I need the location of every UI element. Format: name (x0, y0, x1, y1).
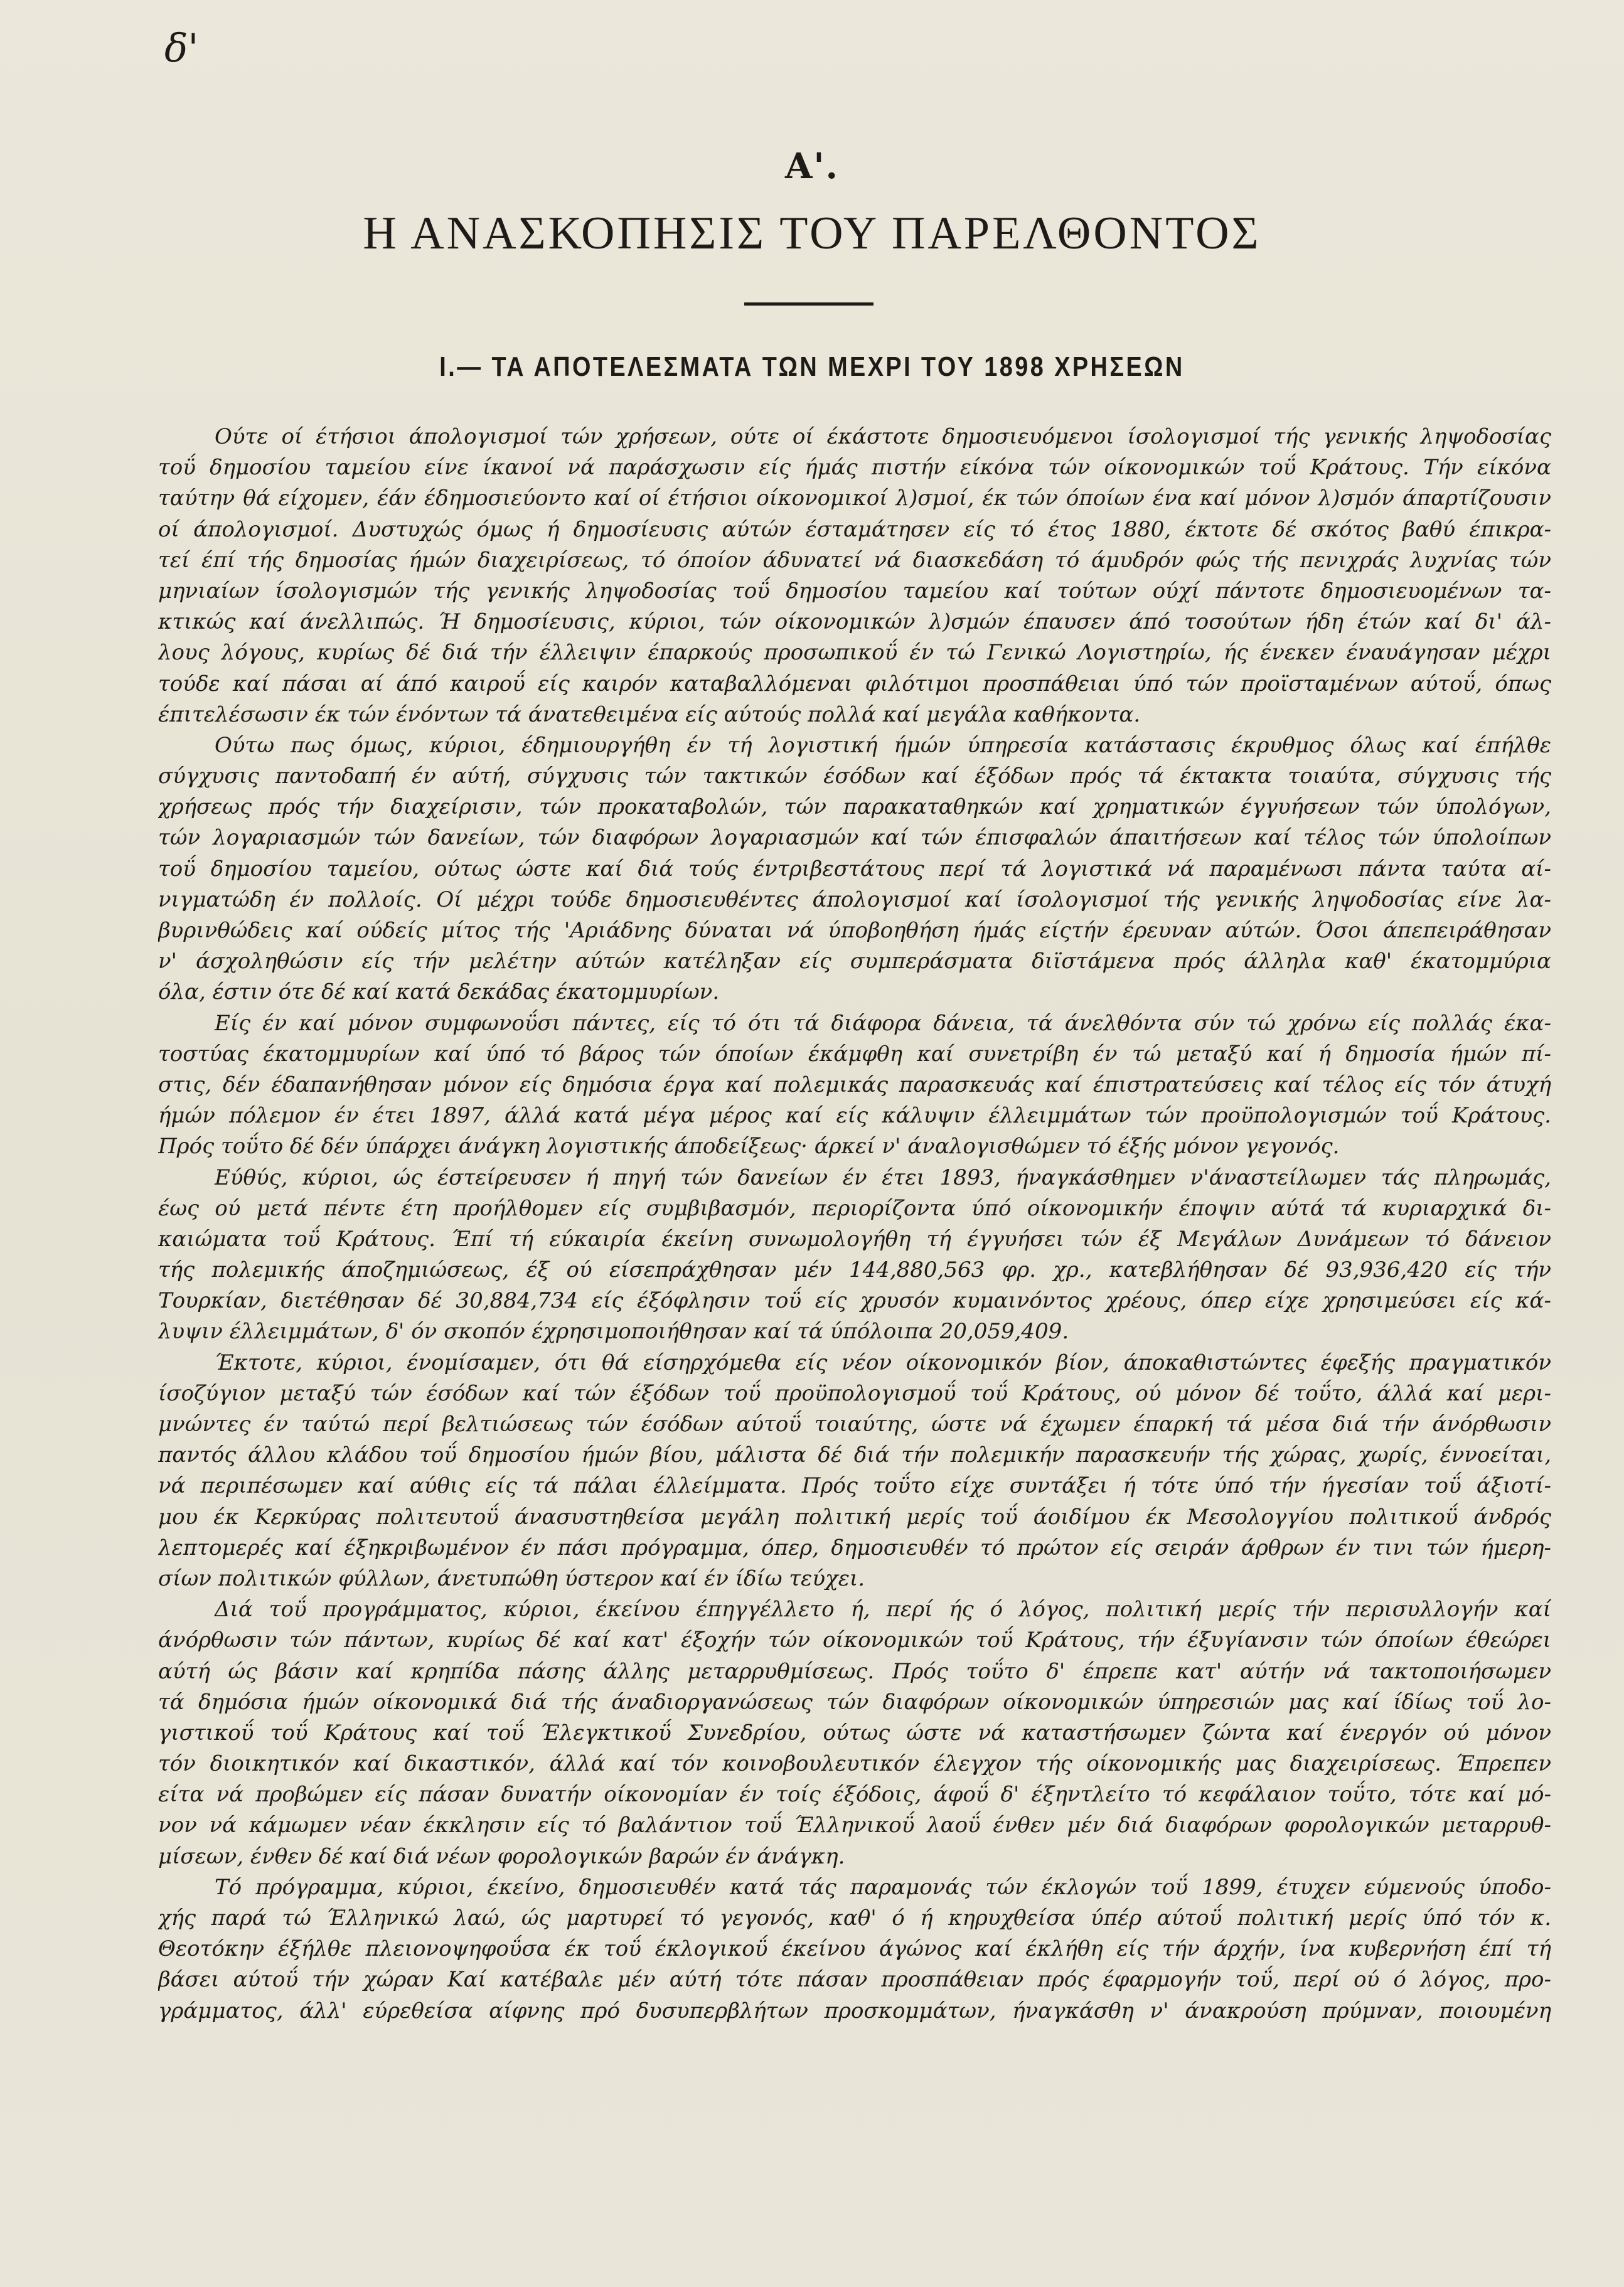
text-line: Θεοτόκην έξήλθε πλειονοψηφοΰσα έκ τοΰ έκλογικοΰ έκείνου άγώνος καί έκλήθη είς τήν άρχήν, ίνα κυβερνήση έπί τή (158, 1936, 1551, 1962)
text-line: μίσεων, ένθεν δέ καί διά νέων φορολογικών βαρών έν άνάγκη. (158, 1843, 845, 1869)
text-line: γράμματος, άλλ' εύρεθείσα αίφνης πρό δυσυπερβλήτων προσκομμάτων, ήναγκάσθη ν' άνακρούση πρύμναν, ποιουμένη (158, 1998, 1551, 2023)
text-line: χής παρά τώ Έλληνικώ λαώ, ώς μαρτυρεί τό γεγονός, καθ' ό ή κηρυχθείσα ύπέρ αύτοΰ πολιτική μερίς ύπό τόν κ. (158, 1906, 1551, 1931)
text-line: Είς έν καί μόνον συμφωνοΰσι πάντες, είς τό ότι τά διάφορα δάνεια, τά άνελθόντα σύν τώ χρόνω είς πολλάς έκα- (215, 1010, 1551, 1036)
text-line: παντός άλλου κλάδου τοΰ δημοσίου ήμών βίου, μάλιστα δέ διά τήν πολεμικήν παρασκευήν τής χώρας, χωρίς, έννοείται, (158, 1442, 1551, 1468)
text-line: βάσει αύτοΰ τήν χώραν Καί κατέβαλε μέν αύτή τότε πάσαν προσπάθειαν πρός έφαρμογήν τοΰ, περί ού ό λόγος, προ- (158, 1967, 1551, 1993)
text-line: μηνιαίων ίσολογισμών τής γενικής ληψοδοσίας τοΰ δημοσίου ταμείου καί τούτων ούχί πάντοτε δημοσιευομένων τα- (158, 578, 1551, 604)
text-line: ταύτην θά είχομεν, έάν έδημοσιεύοντο καί οί έτήσιοι οίκονομικοί λ)σμοί, έκ τών όποίων ένα καί μόνον λ)σμόν άπαρτίζουσιν (158, 486, 1551, 511)
text-line: καιώματα τοΰ Κράτους. Έπί τή εύκαιρία έκείνη συνωμολογήθη τή έγγυήσει τών έξ Μεγάλων Δυνάμεων τό δάνειον (158, 1226, 1551, 1252)
title-divider (744, 302, 873, 306)
text-line: σύγχυσις παντοδαπή έν αύτή, σύγχυσις τών τακτικών έσόδων καί έξόδων πρός τά έκτακτα τοιαύτα, σύγχυσις τής (158, 764, 1551, 789)
text-line: Ούτω πως όμως, κύριοι, έδημιουργήθη έν τή λογιστική ήμών ύπηρεσία κατάστασις έκρυθμος όλως καί έπήλθε (215, 732, 1551, 758)
text-line: τόν διοικητικόν καί δικαστικόν, άλλά καί τόν κοινοβουλευτικόν έλεγχον τής οίκονομικής μας διαχειρίσεως. Έπρεπεν (158, 1751, 1551, 1777)
text-line: τών λογαριασμών τών δανείων, τών διαφόρων λογαριασμών καί τών έπισφαλών άπαιτήσεων καί τέλος τών ύπολοίπων (158, 825, 1551, 851)
text-line: λυψιν έλλειμμάτων, δ' όν σκοπόν έχρησιμοποιήθησαν καί τά ύπόλοιπα 20,059,409. (158, 1319, 1069, 1345)
text-line: τοΰ δημοσίου ταμείου είνε ίκανοί νά παράσχωσιν είς ήμάς πιστήν είκόνα τών οίκονομικών τοΰ Κράτους. Τήν είκόνα (158, 455, 1551, 481)
text-line: χρήσεως πρός τήν διαχείρισιν, τών προκαταβολών, τών παρακαταθηκών καί χρηματικών έγγυήσεων τών ύπολόγων, (158, 794, 1551, 820)
text-line: έπιτελέσωσιν έκ τών ένόντων τά άνατεθειμένα είς αύτούς πολλά καί μεγάλα καθήκοντα. (158, 701, 1141, 727)
body-text (158, 422, 1551, 2027)
text-line: Πρός τοΰτο δέ δέν ύπάρχει άνάγκη λογιστικής άποδείξεως· άρκεί ν' άναλογισθώμεν τό έξής μόνον γεγονός. (158, 1134, 1340, 1159)
text-line: μνώντες έν ταύτώ περί βελτιώσεως τών έσόδων αύτοΰ τοιαύτης, ώστε νά έχωμεν έπαρκή τά μέσα διά τήν άνόρθωσιν (158, 1412, 1551, 1437)
text-line: τοστύας έκατομμυρίων καί ύπό τό βάρος τών όποίων έκάμφθη καί συνετρίβη έν τώ μεταξύ καί ή δημοσία ήμών πί- (158, 1041, 1551, 1067)
text-line: έως ού μετά πέντε έτη προήλθομεν είς συμβιβασμόν, περιορίζοντα ύπό οίκονομικήν έποψιν αύτά τά κυριαρχικά δι- (158, 1195, 1551, 1221)
text-line: μου έκ Κερκύρας πολιτευτοΰ άνασυστηθείσα μεγάλη πολιτική μερίς τοΰ άοιδίμου έκ Μεσολογγίου πολιτικοΰ άνδρός (158, 1504, 1551, 1530)
text-line: τά δημόσια ήμών οίκονομικά διά τής άναδιοργανώσεως τών διαφόρων οίκονομικών ύπηρεσιών μας καί ίδίως τοΰ λο- (158, 1689, 1551, 1715)
text-line: κτικώς καί άνελλιπώς. Ή δημοσίευσις, κύριοι, τών οίκονομικών λ)σμών έπαυσεν άπό τοσούτων ήδη έτών καί δι' άλ- (158, 609, 1551, 635)
text-line: ήμών πόλεμον έν έτει 1897, άλλά κατά μέγα μέρος καί είς κάλυψιν έλλειμμάτων τών προϋπολογισμών τοΰ Κράτους. (158, 1103, 1551, 1129)
text-line: νον νά κάμωμεν νέαν έκκλησιν είς τό βαλάντιον τοΰ Έλληνικοΰ λαοΰ ένθεν μέν διά διαφόρων φορολογικών μεταρρυθ- (158, 1813, 1551, 1838)
text-line: Τό πρόγραμμα, κύριοι, έκείνο, δημοσιευθέν κατά τάς παραμονάς τών έκλογών τοΰ 1899, έτυχεν εύμενούς ύποδο- (215, 1874, 1551, 1900)
text-line: Ούτε οί έτήσιοι άπολογισμοί τών χρήσεων, ούτε οί έκάστοτε δημοσιευόμενοι ίσολογισμοί τής γενικής ληψοδοσίας (215, 424, 1551, 449)
text-line: τής πολεμικής άποζημιώσεως, έξ ού είσεπράχθησαν μέν 144,880,563 φρ. χρ., κατεβλήθησαν δέ 93,936,420 είς τήν (158, 1257, 1551, 1283)
text-line: νιγματώδη έν πολλοίς. Οί μέχρι τούδε δημοσιευθέντες άπολογισμοί καί ίσολογισμοί τής γενικής ληψοδοσίας είνε λα- (158, 887, 1551, 912)
section-letter: Α'. (784, 146, 840, 187)
text-line: τοΰ δημοσίου ταμείου, ούτως ώστε καί διά τούς έντριβεστάτους περί τά λογιστικά νά παραμένωσι πάντα ταύτα αί- (158, 856, 1551, 882)
text-line: βυρινθώδεις καί ούδείς μίτος τής 'Αριάδνης δύναται νά ύποβοηθήση ήμάς είςτήν έρευναν αύτών. Όσοι άπεπειράθησαν (158, 918, 1551, 943)
text-line: άνόρθωσιν τών πάντων, κυρίως δέ καί κατ' έξοχήν τών οίκονομικών τοΰ Κράτους, τήν έξυγίανσιν τών όποίων έθεώρει (158, 1628, 1551, 1653)
text-line: Έκτοτε, κύριοι, ένομίσαμεν, ότι θά είσηρχόμεθα είς νέον οίκονομικόν βίον, άποκαθιστώντες έφεξής πραγματικόν (215, 1350, 1551, 1375)
text-line: ν' άσχοληθώσιν είς τήν μελέτην αύτών κατέληξαν είς συμπεράσματα διϊστάμενα πρός άλληλα καθ' έκατομμύρια (158, 949, 1551, 974)
page-title: Η ΑΝΑΣΚΟΠΗΣΙΣ ΤΟΥ ΠΑΡΕΛΘΟΝΤΟΣ (363, 208, 1261, 259)
text-line: Εύθύς, κύριοι, ώς έστείρευσεν ή πηγή τών δανείων έν έτει 1893, ήναγκάσθημεν ν'άναστείλωμεν τάς πληρωμάς, (215, 1165, 1551, 1190)
text-line: Διά τοΰ προγράμματος, κύριοι, έκείνου έπηγγέλλετο ή, περί ής ό λόγος, πολιτική μερίς τήν περισυλλογήν καί (215, 1597, 1551, 1623)
text-line: στις, δέν έδαπανήθησαν μόνον είς δημόσια έργα καί πολεμικάς παρασκευάς καί έπιστρατεύσεις καί τέλος είς τόν άτυχή (158, 1072, 1551, 1097)
text-line: αύτή ώς βάσιν καί κρηπίδα πάσης άλλης μεταρρυθμίσεως. Πρός τοΰτο δ' έπρεπε κατ' αύτήν νά τακτοποιήσωμεν (158, 1658, 1551, 1684)
text-line: σίων πολιτικών φύλλων, άνετυπώθη ύστερον καί έν ίδίω τεύχει. (158, 1565, 865, 1591)
text-line: γιστικοΰ τοΰ Κράτους καί τοΰ Έλεγκτικοΰ Συνεδρίου, ούτως ώστε νά καταστήσωμεν ζώντα καί ένεργόν ού μόνον (158, 1720, 1551, 1746)
section-subtitle: I.— ΤΑ ΑΠΟΤΕΛΕΣΜΑΤΑ ΤΩΝ ΜΕΧΡΙ ΤΟΥ 1898 ΧΡΗΣΕΩΝ (439, 351, 1185, 382)
text-line: τούδε καί πάσαι αί άπό καιροΰ είς καιρόν καταβαλλόμεναι φιλότιμοι προσπάθειαι ύπό τών προϊσταμένων αύτοΰ, όπως (158, 671, 1551, 696)
text-line: ίσοζύγιον μεταξύ τών έσόδων καί τών έξόδων τοΰ προϋπολογισμοΰ τοΰ Κράτους, ού μόνον δέ τοΰτο, άλλά καί μερι- (158, 1380, 1551, 1406)
text-line: είτα νά προβώμεν είς πάσαν δυνατήν οίκονομίαν έν τοίς έξόδοις, άφοΰ δ' έξηντλείτο τό κεφάλαιον τοΰτο, τότε καί μό- (158, 1782, 1551, 1808)
text-line: λεπτομερές καί έξηκριβωμένον έν πάσι πρόγραμμα, όπερ, δημοσιευθέν τό πρώτον είς σειράν άρθρων έν τινι τών ήμερη- (158, 1535, 1551, 1560)
text-line: νά περιπέσωμεν καί αύθις είς τά πάλαι έλλείμματα. Πρός τοΰτο είχε συντάξει ή τότε ύπό τήν ήγεσίαν τοΰ άξιοτί- (158, 1473, 1551, 1499)
text-line: λους λόγους, κυρίως δέ διά τήν έλλειψιν έπαρκούς προσωπικοΰ έν τώ Γενικώ Λογιστηρίω, ής ένεκεν έναυάγησαν μέχρι (158, 640, 1551, 666)
page-number: δ' (164, 25, 199, 71)
text-line: οί άπολογισμοί. Δυστυχώς όμως ή δημοσίευσις αύτών έσταμάτησεν είς τό έτος 1880, έκτοτε δέ σκότος βαθύ έπικρα- (158, 516, 1551, 542)
text-line: Τουρκίαν, διετέθησαν δέ 30,884,734 είς έξόφλησιν τοΰ είς χρυσόν κυμαινόντος χρέους, όπερ είχε χρησιμεύσει είς κά- (158, 1288, 1551, 1314)
text-line: όλα, έστιν ότε δέ καί κατά δεκάδας έκατομμυρίων. (158, 979, 720, 1005)
text-line: τεί έπί τής δημοσίας ήμών διαχειρίσεως, τό όποίον άδυνατεί νά διασκεδάση τό άμυδρόν φώς τής πενιχράς λυχνίας τών (158, 547, 1551, 573)
